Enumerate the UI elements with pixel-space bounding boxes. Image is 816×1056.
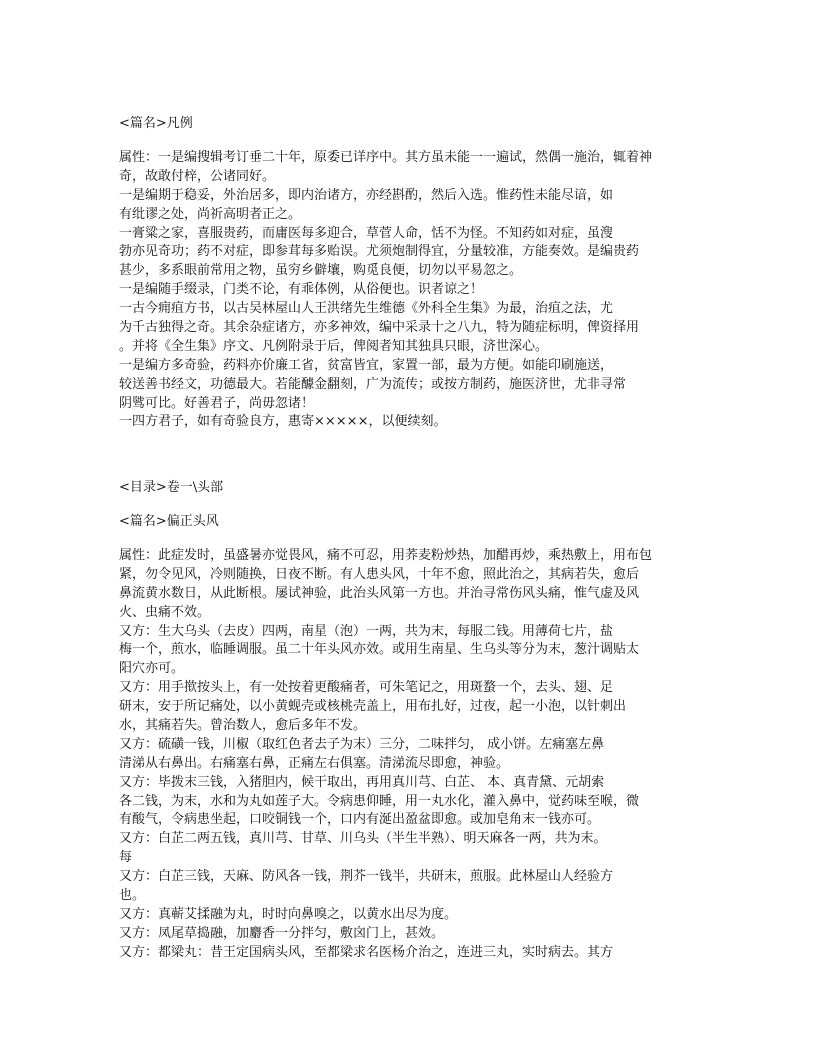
text-line: 属性：此症发时，虽盛暑亦觉畏风，痛不可忍，用荞麦粉炒热，加醋再炒，乘热敷上，用布包	[119, 548, 653, 563]
text-line: 又方：白芷二两五钱，真川芎、甘草、川乌头（半生半熟）、明天麻各一两，共为末。	[119, 831, 607, 847]
fanli-body	[119, 149, 699, 432]
text-line: 每	[119, 850, 133, 866]
text-line: 甚少，多系眼前常用之物，虽穷乡僻壤，购觅良便，切勿以平易忽之。	[119, 263, 523, 279]
text-line: 一是编随手缀录，门类不论，有乖体例，从俗便也。识者谅之！	[119, 282, 484, 298]
text-line: 又方：毕拨末三钱，入猪胆内，候干取出，再用真川芎、白芷、 本、真青黛、元胡索	[119, 774, 605, 790]
text-line: 有纰谬之处，尚祈高明者正之。	[119, 206, 302, 222]
text-line: 研末，安于所记痛处，以小黄蚬壳或核桃壳盖上，用布扎好，过夜，起一小泡，以针刺出	[119, 699, 627, 715]
text-line: 又方：凤尾草捣融，加麝香一分拌匀，敷囟门上，甚效。	[119, 925, 445, 941]
text-line: 为千古独得之奇。其余杂症诸方，亦多神效，编中采录十之八九，特为随症标明，俾资择用	[119, 320, 640, 336]
text-line: 又方：白芷三钱，天麻、防风各一钱，荆芥一钱半，共研末，煎服。此林屋山人经验方	[119, 869, 614, 885]
text-line: 一膏粱之家，喜服贵药，而庸医每多迎合，草菅人命，恬不为怪。不知药如对症，虽溲	[119, 225, 614, 241]
text-line: 鼻流黄水数日，从此断根。屡试神验，此治头风第一方也。并治寻常伤风头痛，惟气虚及风	[119, 585, 640, 601]
text-line: 奇，故敢付梓，公诸同好。	[119, 168, 276, 184]
text-line: 紧，勿令见风，冷则随换，日夜不断。有人患头风，十年不愈，照此治之，其病若失，愈后	[119, 566, 640, 582]
piantoufeng-body	[119, 547, 699, 963]
text-line: 又方：都梁丸：昔王定国病头风，至都梁求名医杨介治之，连进三丸，实时病去。其方	[119, 944, 614, 960]
text-line: 。并将《全生集》序文、凡例附录于后，俾阅者知其独具只眼，济世深心。	[119, 338, 549, 354]
text-line: 一是编方多奇验，药料亦价廉工省，贫富皆宜，家置一部，最为方便。如能印刷施送，	[119, 357, 614, 373]
text-line: 也。	[119, 888, 146, 904]
text-line: 较送善书经文，功德最大。若能醵金翻刻，广为流传；或按方制药，施医济世，尤非寻常	[119, 376, 627, 392]
section-heading-fanli: <篇名>凡例	[119, 116, 193, 131]
section-heading-piantoufeng: <篇名>偏正头风	[119, 514, 219, 529]
text-line: 有酸气，令病患坐起，口咬铜钱一个，口内有涎出盈盆即愈。或加皂角末一钱亦可。	[119, 812, 601, 828]
text-line: 阳穴亦可。	[119, 661, 185, 677]
text-line: 梅一个，煎水，临睡调服。虽二十年头风亦效。或用生南星、生乌头等分为末，葱汁调贴太	[119, 642, 640, 658]
text-line: 又方：生大乌头（去皮）四两，南星（泡）一两，共为末，每服二钱。用薄荷七片，盐	[119, 623, 614, 639]
text-line: 火、虫痛不效。	[119, 604, 211, 620]
text-line: 一古今痈疽方书，以古吴林屋山人王洪绪先生维德《外科全生集》为最，治疽之法，尤	[119, 301, 614, 317]
text-line: 一是编期于稳妥，外治居多，即内治诸方，亦经斟酌，然后入选。惟药性未能尽谙，如	[119, 187, 614, 203]
text-line: 又方：硫磺一钱，川椒（取红色者去子为末）三分，二味拌匀， 成小饼。左痛塞左鼻	[119, 736, 605, 752]
text-line: 属性：一是编搜辑考订垂二十年，原委已详序中。其方虽未能一一遍试，然偶一施治，辄着神	[119, 150, 653, 165]
text-line: 又方：用手揿按头上，有一处按着更酸痛者，可朱笔记之，用斑蝥一个，去头、翅、足	[119, 680, 614, 696]
text-line: 各二钱，为末，水和为丸如莲子大。令病患仰睡，用一丸水化，灌入鼻中，觉药味至喉，微	[119, 793, 640, 809]
text-line: 一四方君子，如有奇验良方，惠寄×××××，以便续刻。	[119, 414, 447, 430]
text-line: 阴骘可比。好善君子，尚毋忽诸！	[119, 395, 315, 411]
text-line: 水，其痛若失。曾治数人，愈后多年不发。	[119, 718, 367, 734]
toc-heading: <目录>卷一\头部	[119, 480, 224, 495]
text-line: 清涕从右鼻出。右痛塞右鼻，正痛左右俱塞。清涕流尽即愈，神验。	[119, 755, 510, 771]
text-line: 勃亦见奇功；药不对症，即参茸每多贻误。尤须炮制得宜，分量较准，方能奏效。是编贵药	[119, 244, 640, 260]
text-line: 又方：真蕲艾揉融为丸，时时向鼻嗅之，以黄水出尽为度。	[119, 906, 458, 922]
